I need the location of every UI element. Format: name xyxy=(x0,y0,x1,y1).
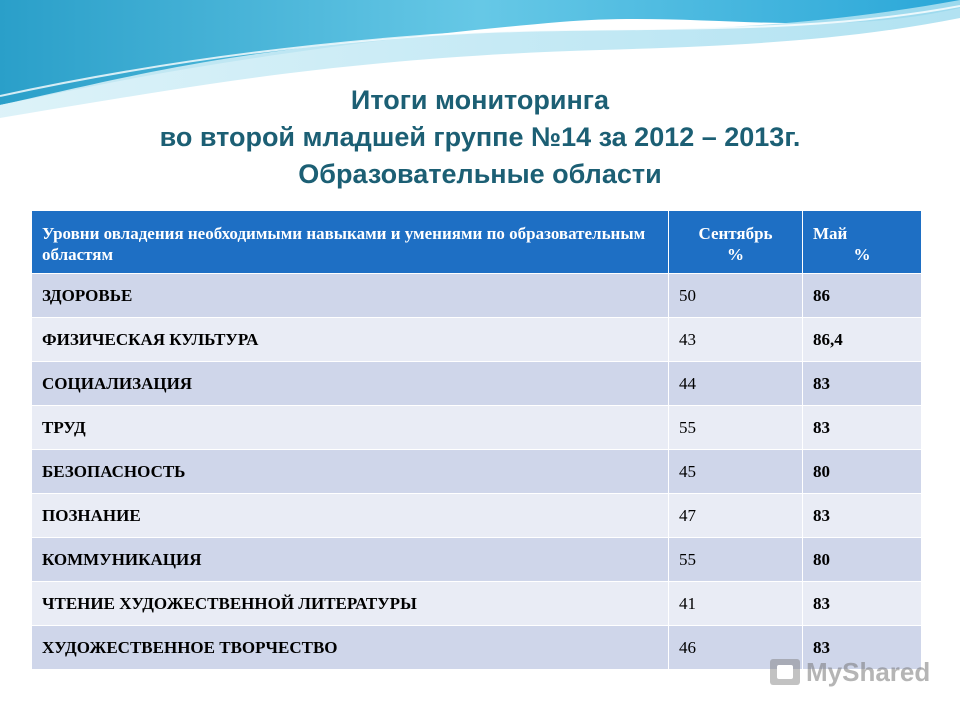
row-may-value: 80 xyxy=(803,450,922,494)
row-area-name: КОММУНИКАЦИЯ xyxy=(32,538,669,582)
row-may-value: 83 xyxy=(803,582,922,626)
row-september-value: 55 xyxy=(669,406,803,450)
monitoring-table xyxy=(31,210,922,670)
header-may xyxy=(803,211,922,274)
row-area-name: ПОЗНАНИЕ xyxy=(32,494,669,538)
row-may-value: 83 xyxy=(803,626,922,670)
row-area-name: СОЦИАЛИЗАЦИЯ xyxy=(32,362,669,406)
row-may-value: 80 xyxy=(803,538,922,582)
title-line-3: Образовательные области xyxy=(298,159,662,189)
title-line-2: во второй младшей группе №14 за 2012 – 2013г. xyxy=(159,122,801,152)
row-area-name: ЗДОРОВЬЕ xyxy=(32,274,669,318)
row-september-value: 46 xyxy=(669,626,803,670)
header-may-unit: % xyxy=(853,245,871,264)
table-row xyxy=(32,450,922,494)
table-header-row xyxy=(32,211,922,274)
table-row xyxy=(32,318,922,362)
row-may-value: 83 xyxy=(803,362,922,406)
watermark-text: MyShared xyxy=(806,656,931,687)
table-row xyxy=(32,274,922,318)
row-september-value: 50 xyxy=(669,274,803,318)
row-may-value: 83 xyxy=(803,406,922,450)
table-row xyxy=(32,494,922,538)
table-row xyxy=(32,362,922,406)
row-area-name: ТРУД xyxy=(32,406,669,450)
row-september-value: 45 xyxy=(669,450,803,494)
header-september-label: Сентябрь xyxy=(698,224,773,243)
header-skills-levels: Уровни овладения необходимыми навыками и умениями по образовательным областям xyxy=(32,211,669,274)
row-may-value: 86,4 xyxy=(803,318,922,362)
row-area-name: БЕЗОПАСНОСТЬ xyxy=(32,450,669,494)
header-september xyxy=(669,211,803,274)
table-row xyxy=(32,406,922,450)
page-title xyxy=(0,82,960,193)
row-area-name: ФИЗИЧЕСКАЯ КУЛЬТУРА xyxy=(32,318,669,362)
header-may-label: Май xyxy=(813,224,848,243)
row-september-value: 43 xyxy=(669,318,803,362)
presentation-icon xyxy=(770,659,800,685)
header-september-unit: % xyxy=(727,245,744,264)
row-area-name: ЧТЕНИЕ ХУДОЖЕСТВЕННОЙ ЛИТЕРАТУРЫ xyxy=(32,582,669,626)
row-september-value: 55 xyxy=(669,538,803,582)
watermark xyxy=(770,656,930,688)
row-september-value: 47 xyxy=(669,494,803,538)
table-row xyxy=(32,538,922,582)
title-line-1: Итоги мониторинга xyxy=(350,85,610,115)
row-area-name: ХУДОЖЕСТВЕННОЕ ТВОРЧЕСТВО xyxy=(32,626,669,670)
row-may-value: 86 xyxy=(803,274,922,318)
row-september-value: 44 xyxy=(669,362,803,406)
row-may-value: 83 xyxy=(803,494,922,538)
table-row xyxy=(32,582,922,626)
row-september-value: 41 xyxy=(669,582,803,626)
